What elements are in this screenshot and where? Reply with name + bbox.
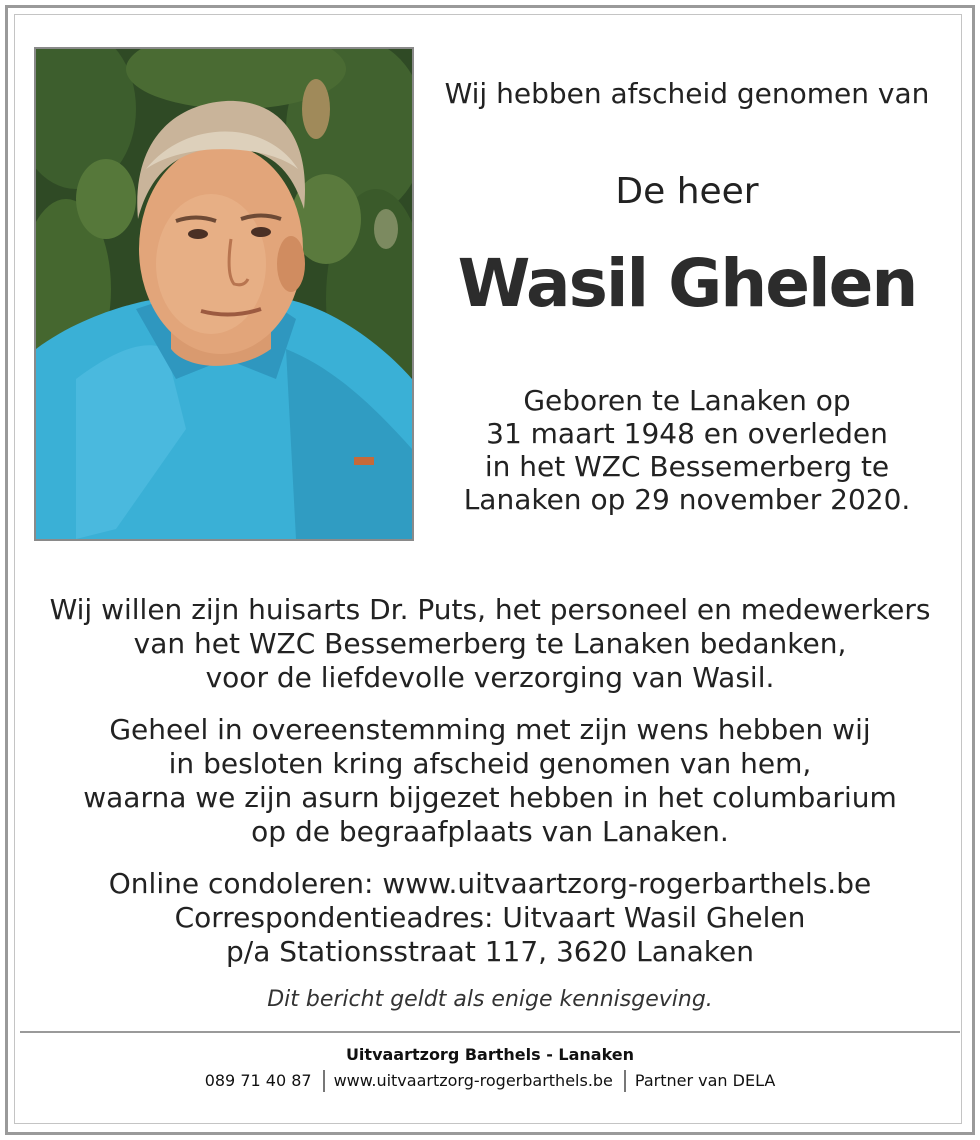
correspondence-line: Correspondentieadres: Uitvaart Wasil Ghelen (174, 901, 806, 934)
birth-death-details (420, 384, 954, 516)
birth-line: 31 maart 1948 en overleden (486, 417, 888, 450)
wish-line: Geheel in overeenstemming met zijn wens hebben wij (109, 713, 871, 746)
thanks-paragraph (0, 593, 980, 695)
thanks-line: Wij willen zijn huisarts Dr. Puts, het personeel en medewerkers (49, 593, 931, 626)
birth-line: Lanaken op 29 november 2020. (463, 483, 911, 516)
thanks-line: van het WZC Bessemerberg te Lanaken bedanken, (133, 627, 847, 660)
portrait-photo (34, 47, 414, 541)
contact-paragraph (0, 867, 980, 969)
footer-partner: Partner van DELA (634, 1071, 776, 1090)
intro-text: Wij hebben afscheid genomen van (444, 77, 930, 110)
footer-phone[interactable]: 089 71 40 87 (204, 1071, 312, 1090)
condolence-link[interactable]: Online condoleren: www.uitvaartzorg-rogerbarthels.be (108, 867, 872, 900)
address-line: p/a Stationsstraat 117, 3620 Lanaken (226, 935, 754, 968)
footer-separator (624, 1070, 626, 1092)
footer-divider (20, 1031, 960, 1033)
wish-line: waarna we zijn asurn bijgezet hebben in het columbarium (83, 781, 897, 814)
wish-paragraph (0, 713, 980, 849)
footer-website-link[interactable]: www.uitvaartzorg-rogerbarthels.be (333, 1071, 613, 1090)
footer-company: Uitvaartzorg Barthels - Lanaken (345, 1045, 635, 1064)
wish-line: in besloten kring afscheid genomen van hem, (168, 747, 812, 780)
footer-contact-line (0, 1069, 980, 1093)
footer-separator (323, 1070, 325, 1092)
honorific: De heer (615, 171, 759, 212)
thanks-line: voor de liefdevolle verzorging van Wasil. (205, 661, 775, 694)
deceased-name: Wasil Ghelen (457, 245, 917, 322)
birth-line: Geboren te Lanaken op (523, 384, 851, 417)
wish-line: op de begraafplaats van Lanaken. (251, 815, 729, 848)
closing-note: Dit bericht geldt als enige kennisgeving. (267, 987, 713, 1012)
birth-line: in het WZC Bessemerberg te (484, 450, 890, 483)
